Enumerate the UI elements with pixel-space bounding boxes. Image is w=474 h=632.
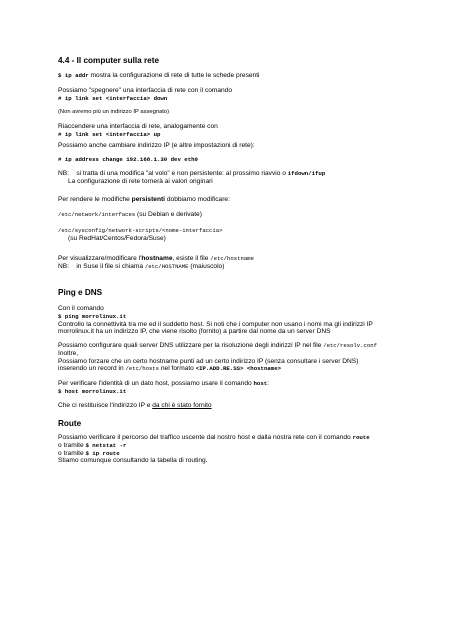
code-host: host bbox=[253, 380, 268, 387]
path-etc-hostname-upper: /etc/HOSTNAME bbox=[144, 262, 189, 270]
code-address-change: # ip address change 192.168.1.30 dev eth0 bbox=[58, 156, 198, 163]
paragraph-debian-path: /etc/network/interfaces (su Debian e derivate) bbox=[58, 211, 202, 218]
note-nb-volatile: NB: si tratta di una modifica "al volo" e non persistente: al prossimo riavvio o ifdown/ifup La configurazione di rete tornerà ai valori originari bbox=[58, 170, 326, 185]
paragraph-route: Possiamo verificare il percorso del traffico uscente dal nostro host e dalla nostra rete con il comando route o tramite $ netstat -r o tramite $ ip route Stiamo comunque consultando la tabella di routing. bbox=[58, 434, 370, 465]
code-ip-route: $ ip route bbox=[85, 449, 120, 457]
paragraph-link-down: Possiamo "spegnere" una interfaccia di rete con il comando # ip link set <interfaccia> down bbox=[58, 87, 233, 102]
code-link-down: # ip link set <interfaccia> down bbox=[58, 94, 168, 102]
paragraph-ping: Con il comando $ ping morrolinux.it Controllo la connettività tra me ed il suddetto host. Si noti che i computer non usano i nomi ma gli indirizzi IP morrolinux.it ha un indirizzo IP, che viene risolto (fornito) a partire dal nome da un server DNS bbox=[58, 305, 373, 336]
path-network-scripts: /etc/sysconfig/network-scripts/<nome-interfaccia> bbox=[58, 227, 223, 234]
path-etc-hosts: /etc/hosts bbox=[125, 365, 160, 373]
section-title-route: Route bbox=[58, 419, 82, 428]
code-link-up: # ip link set <interfaccia> up bbox=[58, 130, 161, 138]
paragraph-persistent: Per rendere le modifiche persistenti dobbiamo modificare: bbox=[58, 196, 230, 203]
code-ip-addr: $ ip addr bbox=[58, 72, 89, 79]
path-resolv-conf: /etc/resolv.conf bbox=[323, 342, 377, 349]
link-provided-by[interactable]: da chi è stato fornito bbox=[152, 402, 212, 409]
path-etc-hostname: /etc/hostname bbox=[210, 255, 254, 262]
code-route: route bbox=[352, 434, 370, 441]
paragraph-dns-config: Possiamo configurare quali server DNS utilizzare per la risoluzione degli indirizzi IP nel file /etc/resolv.conf Inoltre, Possiamo forzare che un certo hostname punti ad un certo indirizzo IP (senza consultare i server DNS) inserendo un record in /etc/hosts nel formato <IP.ADD.RE.SS> <hostname> bbox=[58, 342, 377, 373]
paragraph-redhat-path: /etc/sysconfig/network-scripts/<nome-interfaccia> (su RedHat/Centos/Fedora/Suse) bbox=[58, 227, 223, 242]
path-network-interfaces: /etc/network/interfaces bbox=[58, 211, 136, 218]
section-title-ping-dns: Ping e DNS bbox=[58, 288, 103, 297]
section-title-computer-rete: 4.4 - Il computer sulla rete bbox=[58, 56, 160, 65]
code-ifdown-ifup: ifdown/ifup bbox=[287, 170, 326, 177]
paragraph-link-up: Riaccendere una interfaccia di rete, analogamente con # ip link set <interfaccia> up bbox=[58, 123, 218, 138]
code-hosts-format: <IP.ADD.RE.SS> <hostname> bbox=[195, 365, 282, 373]
paragraph-hostname: Per visualizzare/modificare l'hostname, esiste il file /etc/hostname NB: in Suse il file si chiama /etc/HOSTNAME (maiuscolo) bbox=[58, 255, 254, 270]
code-ping: $ ping morrolinux.it bbox=[58, 312, 127, 320]
code-address-change-block bbox=[58, 156, 434, 164]
paragraph-host-command: Per verificare l'identità di un dato host, possiamo usare il comando host: $ host morrolinux.it bbox=[58, 380, 270, 395]
paragraph-ip-addr: $ ip addr mostra la configurazione di rete di tutte le schede presenti bbox=[58, 72, 260, 79]
code-host-morrolinux: $ host morrolinux.it bbox=[58, 387, 127, 395]
note-no-ip: (Non avremo più un indirizzo IP assegnato) bbox=[58, 109, 170, 115]
paragraph-host-result: Che ci restituisce l'indirizzo IP e da chi è stato fornito bbox=[58, 402, 212, 409]
paragraph-change-ip: Possiamo anche cambiare indirizzo IP (e altre impostazioni di rete): bbox=[58, 142, 255, 149]
code-netstat: $ netstat -r bbox=[85, 441, 127, 449]
